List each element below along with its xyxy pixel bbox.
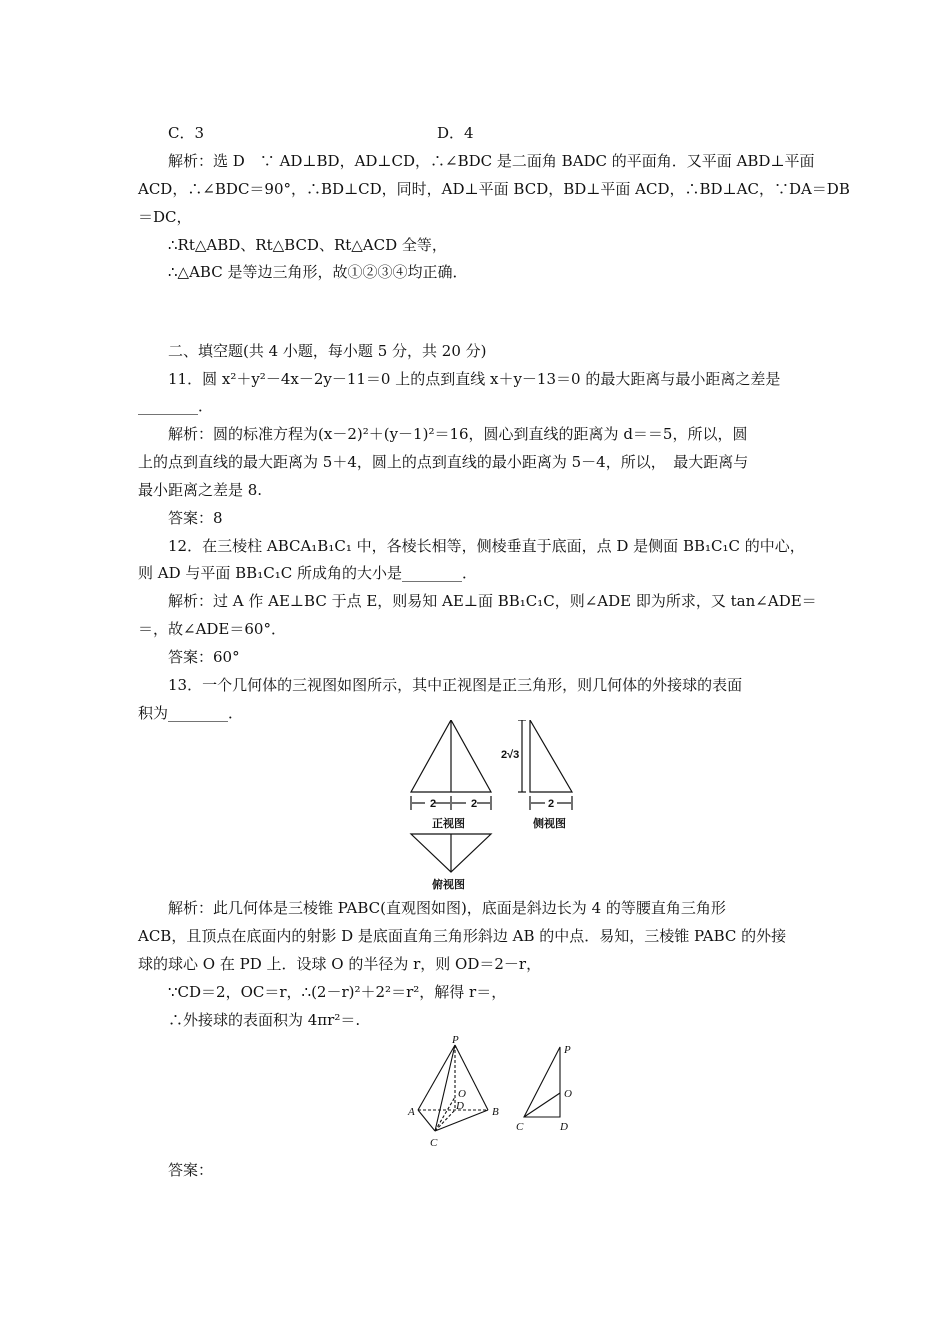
pyramid-figure bbox=[400, 1035, 590, 1155]
text-line: 上的点到直线的最大距离为 5＋4，圆上的点到直线的最小距离为 5－4，所以， 最大距离与 bbox=[138, 453, 749, 471]
label-C: C bbox=[430, 1137, 438, 1149]
front-dim-left: 2 bbox=[430, 798, 437, 810]
text-line: C．3 bbox=[168, 124, 205, 142]
text-line: 解析：过 A 作 AE⊥BC 于点 E，则易知 AE⊥面 BB₁C₁C，则∠ADE 即为所求，又 tan∠ADE＝ bbox=[168, 592, 817, 610]
label-D2: D bbox=[560, 1121, 568, 1133]
triangle-pcd bbox=[524, 1047, 560, 1117]
side-dim-height: 2√3 bbox=[501, 749, 520, 761]
text-line: 解析：圆的标准方程为(x－2)²＋(y－1)²＝16，圆心到直线的距离为 d＝＝5，所以，圆 bbox=[168, 425, 748, 443]
text-line: 解析：选 D ∵ AD⊥BD，AD⊥CD，∴∠BDC 是二面角 BADC 的平面角．又平面 ABD⊥平面 bbox=[168, 152, 815, 170]
label-A: A bbox=[408, 1106, 415, 1118]
label-P2: P bbox=[564, 1044, 571, 1056]
front-dim-right: 2 bbox=[471, 798, 478, 810]
front-view bbox=[411, 720, 491, 810]
label-D: D bbox=[456, 1100, 464, 1112]
top-view bbox=[411, 834, 491, 872]
text-line: ＝DC， bbox=[138, 208, 192, 226]
three-view-figure bbox=[405, 720, 585, 895]
text-line: ∵CD＝2，OC＝r，∴(2－r)²＋2²＝r²，解得 r＝， bbox=[168, 983, 507, 1001]
text-line: 则 AD 与平面 BB₁C₁C 所成角的大小是________． bbox=[138, 564, 477, 582]
text-line: ＝，故∠ADE＝60°． bbox=[138, 620, 286, 638]
text-line: 11．圆 x²＋y²－4x－2y－11＝0 上的点到直线 x＋y－13＝0 的最大距离与最小距离之差是 bbox=[168, 370, 781, 388]
label-O2: O bbox=[564, 1088, 572, 1100]
text-line: 积为________． bbox=[138, 704, 244, 722]
text-line: ________． bbox=[138, 397, 214, 415]
label-O: O bbox=[458, 1088, 466, 1100]
side-dim-base: 2 bbox=[548, 798, 555, 810]
label-C2: C bbox=[516, 1121, 524, 1133]
text-line: ∴外接球的表面积为 4πr²＝. bbox=[168, 1011, 361, 1029]
text-line: 答案：60° bbox=[168, 648, 240, 666]
text-line: 13．一个几何体的三视图如图所示，其中正视图是正三角形，则几何体的外接球的表面 bbox=[168, 676, 743, 694]
top-view-label: 俯视图 bbox=[432, 879, 465, 891]
text-line: 二、填空题(共 4 小题，每小题 5 分，共 20 分) bbox=[168, 342, 487, 360]
text-line: 12．在三棱柱 ABCA₁B₁C₁ 中，各棱长相等，侧棱垂直于底面，点 D 是侧面 BB₁C₁C 的中心， bbox=[168, 537, 805, 555]
side-view-label: 侧视图 bbox=[533, 818, 566, 830]
text-line: 答案：8 bbox=[168, 509, 223, 527]
text-line: ACD，∴∠BDC＝90°，∴BD⊥CD，同时，AD⊥平面 BCD，BD⊥平面 ACD，∴BD⊥AC，∵DA＝DB bbox=[138, 180, 850, 198]
side-view bbox=[518, 720, 572, 810]
text-line: D．4 bbox=[437, 124, 474, 142]
text-line: ACB，且顶点在底面内的射影 D 是底面直角三角形斜边 AB 的中点．易知，三棱锥 PABC 的外接 bbox=[138, 927, 787, 945]
text-line: 解析：此几何体是三棱锥 PABC(直观图如图)，底面是斜边长为 4 的等腰直角三角形 bbox=[168, 899, 726, 917]
text-line: 答案： bbox=[168, 1161, 214, 1179]
text-line: ∴△ABC 是等边三角形，故①②③④均正确． bbox=[168, 263, 468, 281]
text-line: 最小距离之差是 8. bbox=[138, 481, 263, 499]
front-view-label: 正视图 bbox=[432, 818, 465, 830]
label-P: P bbox=[452, 1035, 459, 1046]
text-line: 球的球心 O 在 PD 上．设球 O 的半径为 r，则 OD＝2－r， bbox=[138, 955, 542, 973]
text-line: ∴Rt△ABD、Rt△BCD、Rt△ACD 全等， bbox=[168, 236, 447, 254]
pyramid-pabc bbox=[418, 1045, 488, 1131]
label-B: B bbox=[492, 1106, 499, 1118]
